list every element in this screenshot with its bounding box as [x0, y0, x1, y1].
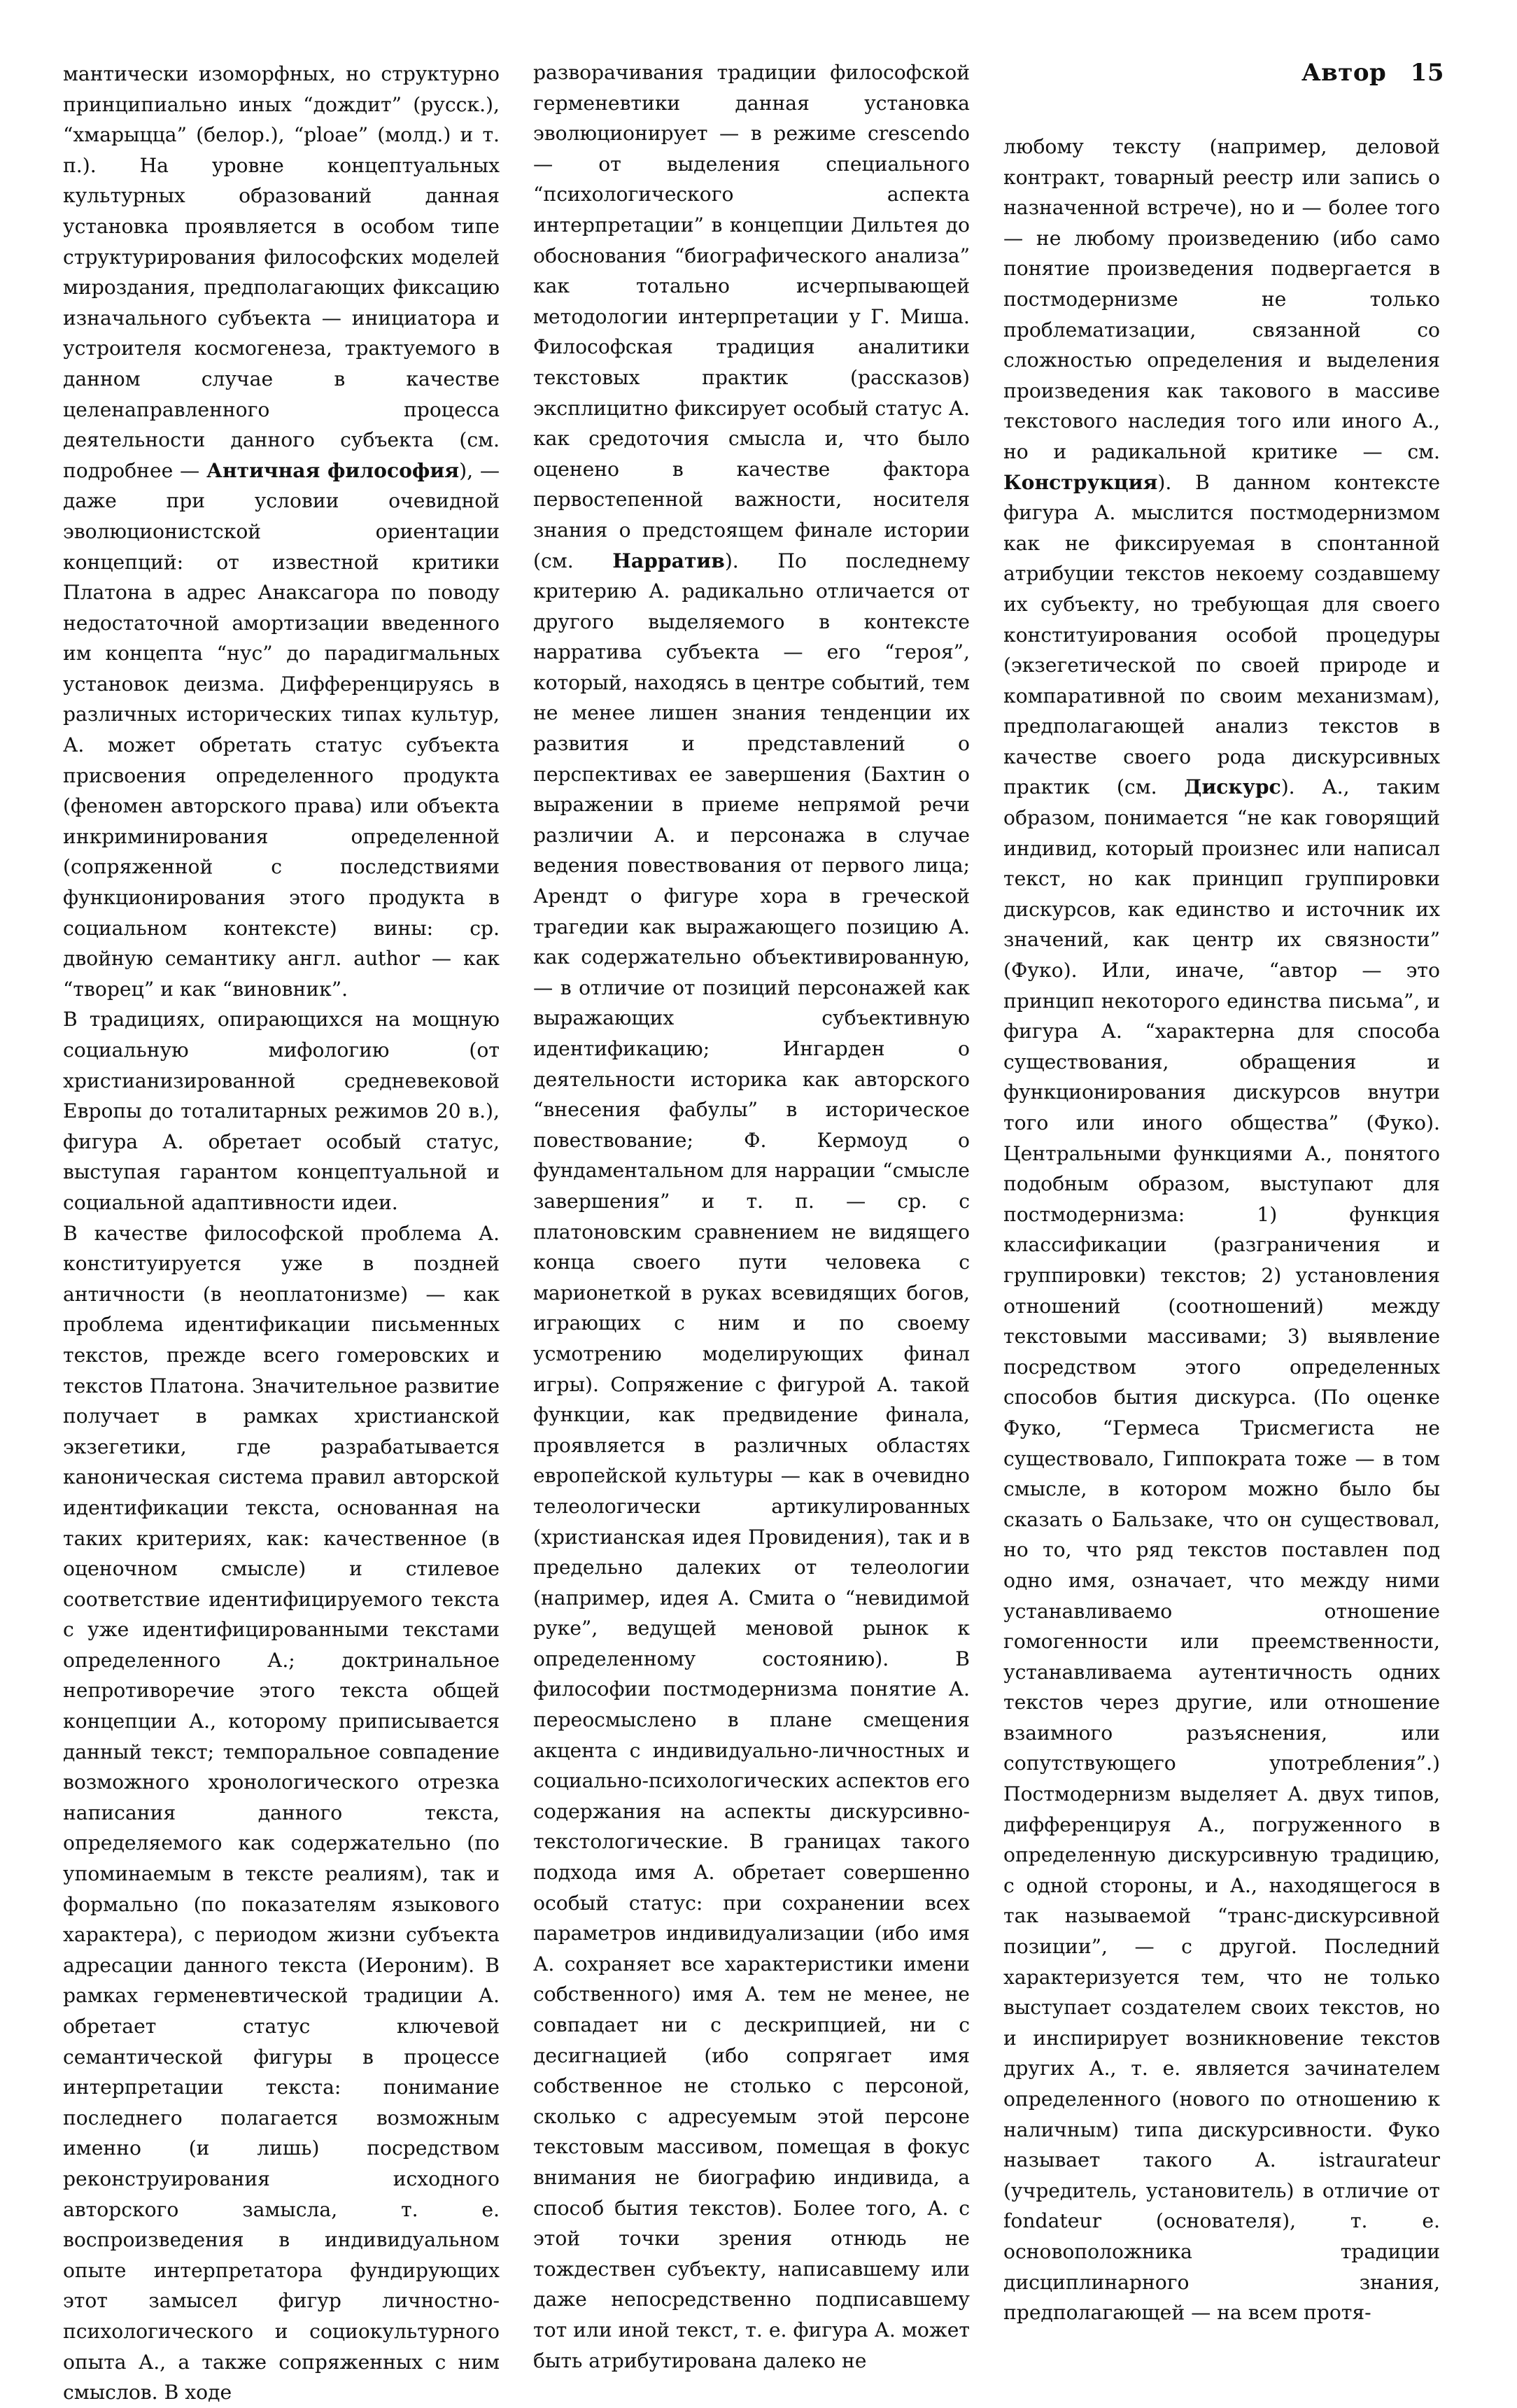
paragraph	[63, 1218, 500, 2408]
running-header	[1301, 59, 1444, 87]
cross-reference: Конструкция	[1003, 470, 1158, 494]
running-header-title: Автор	[1301, 59, 1387, 87]
cross-reference: Дискурс	[1184, 775, 1281, 799]
paragraph	[533, 57, 970, 2376]
text-run: мантически изоморфных, но структурно принципиально иных “дождит” (русск.), “хмарыцца” (белор.), “ploae” (молд.) и т. п.). На уровне концептуальных культурных образований данная установка проявляется в особом типе структурирования философских моделей мироздания, предполагающих фиксацию изначального субъекта — инициатора и устроителя космогенеза, трактуемого в данном случае в качестве целенаправленного процесса деятельности данного субъекта (см. подробнее —	[63, 62, 500, 482]
page-number: 15	[1410, 59, 1444, 87]
text-run: ), — даже при условии очевидной эволюционистской ориентации концепций: от известной критики Платона в адрес Анаксагора по поводу недостаточной амортизации введенного им концепта “нус” до парадигмальных установок деизма. Дифференцируясь в различных исторических типах культур, А. может обретать статус субъекта присвоения определенного продукта (феномен авторского права) или объекта инкриминирования определенной (сопряженной с последствиями функционирования этого продукта в социальном контексте) вины: ср. двойную семантику англ. author — как “творец” и как “виновник”.	[63, 458, 500, 1001]
text-run: В традициях, опирающихся на мощную социальную мифологию (от христианизированной средневековой Европы до тоталитарных режимов 20 в.), фигура А. обретает особый статус, выступая гарантом концептуальной и социальной адаптивности идеи.	[63, 1008, 500, 1214]
text-column-1	[63, 59, 500, 2408]
text-run: ). По последнему критерию А. радикально отличается от другого выделяемого в контексте нарратива субъекта — его “героя”, который, находясь в центре событий, тем не менее лишен знания тенденции их развития и представлений о перспективах ее завершения (Бахтин о выражении в приеме непрямой речи различии А. и персонажа в случае ведения повествования от первого лица; Арендт о фигуре хора в греческой трагедии как выражающего позицию А. как содержательно объективированную, — в отличие от позиций персонажей как выражающих субъективную идентификацию; Ингарден о деятельности историка как авторского “внесения фабулы” в историческое повествование; Ф. Кермоуд о фундаментальном для наррации “смысле завершения” и т. п. — ср. с платоновским сравнением не видящего конца своего пути человека с марионеткой в руках всевидящих богов, играющих с ним и по своему усмотрению моделирующих финал игры). Сопряжение с фигурой А. такой функции, как предвидение финала, проявляется в различных областях европейской культуры — как в очевидно телеологически артикулированных (христианская идея Провидения), так и в предельно далеких от телеологии (например, идея А. Смита о “невидимой руке”, ведущей меновой рынок к определенному состоянию). В философии постмодернизма понятие А. переосмыслено в плане смещения акцента с индивидуально-личностных и социально-психологических аспектов его содержания на аспекты дискурсивно-текстологические. В границах такого подхода имя А. обретает совершенно особый статус: при сохранении всех параметров индивидуализации (ибо имя А. сохраняет все характеристики имени собственного) имя А. тем не менее, не совпадает ни с дескрипцией, ни с десигнацией (ибо сопрягает имя собственное не столько с персоной, сколько с адресуемым этой персоне текстовым массивом, помещая в фокус внимания не биографию индивида, а способ бытия текстов). Более того, А. с этой точки зрения отнюдь не тождествен субъекту, написавшему или даже непосредственно подписавшему тот или иной текст, т. е. фигура А. может быть атрибутирована далеко не	[533, 549, 970, 2372]
paragraph	[63, 59, 500, 1004]
cross-reference: Нарратив	[612, 549, 725, 572]
text-run: любому тексту (например, деловой контракт, товарный реестр или запись о назначенной встрече), но и — более того — не любому произведению (ибо само понятие произведения подвергается в постмодернизме не только проблематизации, связанной со сложностью определения и выделения произведения как такового в массиве текстового наследия того или иного А., но и радикальной критике — см.	[1003, 135, 1440, 463]
cross-reference: Античная философия	[206, 458, 460, 482]
text-run: ). В данном контексте фигура А. мыслится постмодернизмом как не фиксируемая в спонтанной атрибуции текстов некоему создавшему их субъекту, но требующая для своего конституирования особой процедуры (экзегетической по своей природе и компаративной по своим механизмам), предполагающей анализ текстов в качестве своего рода дискурсивных практик (см.	[1003, 470, 1440, 799]
text-run: ). А., таким образом, понимается “не как говорящий индивид, который произнес или написал текст, но как принцип группировки дискурсов, как единство и источник их значений, как центр их связности” (Фуко). Или, иначе, “автор — это принцип некоторого единства письма”, и фигура А. “характерна для способа существования, обращения и функционирования дискурсов внутри того или иного общества” (Фуко). Центральными функциями А., понятого подобным образом, выступают для постмодернизма: 1) функция классификации (разграничения и группировки) текстов; 2) установления отношений (соотношений) между текстовыми массивами; 3) выявление посредством этого определенных способов бытия дискурса. (По оценке Фуко, “Гермеса Трисмегиста не существовало, Гиппократа тоже — в том смысле, в котором можно было бы сказать о Бальзаке, что он существовал, но то, что ряд текстов поставлен под одно имя, означает, что между ними устанавливаемо отношение гомогенности или преемственности, устанавливаема аутентичность одних текстов через другие, или отношение взаимного разъяснения, или сопутствующего употребления”.) Постмодернизм выделяет А. двух типов, дифференцируя А., погруженного в определенную дискурсивную традицию, с одной стороны, и А., находящегося в так называемой “транс-дискурсивной позиции”, — с другой. Последний характеризуется тем, что не только выступает создателем своих текстов, но и инспирирует возникновение текстов других А., т. е. является зачинателем определенного (нового по отношению к наличным) типа дискурсивности. Фуко называет такого А. istraurateur (учредитель, установитель) в отличие от fondateur (основателя), т. е. основоположника традиции дисциплинарного знания, предполагающей — на всем протя-	[1003, 775, 1440, 2325]
paragraph	[63, 1004, 500, 1218]
text-run: В качестве философской проблема А. конституируется уже в поздней античности (в неоплатонизме) — как проблема идентификации письменных текстов, прежде всего гомеровских и текстов Платона. Значительное развитие получает в рамках христианской экзегетики, где разрабатывается каноническая система правил авторской идентификации текста, основанная на таких критериях, как: качественное (в оценочном смысле) и стилевое соответствие идентифицируемого текста с уже идентифицированными текстами определенного А.; доктринальное непротиворечие этого текста общей концепции А., которому приписывается данный текст; темпоральное совпадение возможного хронологического отрезка написания данного текста, определяемого как содержательно (по упоминаемым в тексте реалиям), так и формально (по показателям языкового характера), с периодом жизни субъекта адресации данного текста (Иероним). В рамках герменевтической традиции А. обретает статус ключевой семантической фигуры в процессе интерпретации текста: понимание последнего полагается возможным именно (и лишь) посредством реконструирования исходного авторского замысла, т. е. воспроизведения в индивидуальном опыте интерпретатора фундирующих этот замысел фигур личностно-психологического и социокультурного опыта А., а также сопряженных с ним смыслов. В ходе	[63, 1221, 500, 2405]
text-column-3	[1003, 132, 1440, 2328]
text-column-2	[533, 57, 970, 2376]
paragraph	[1003, 132, 1440, 2328]
text-run: разворачивания традиции философской герменевтики данная установка эволюционирует — в режиме crescendo — от выделения специального “психологического аспекта интерпретации” в концепции Дильтея до обоснования “биографического анализа” как тотально исчерпывающей методологии интерпретации у Г. Миша. Философская традиция аналитики текстовых практик (рассказов) эксплицитно фиксирует особый статус А. как средоточия смысла и, что было оценено в качестве фактора первостепенной важности, носителя знания о предстоящем финале истории (см.	[533, 61, 970, 572]
